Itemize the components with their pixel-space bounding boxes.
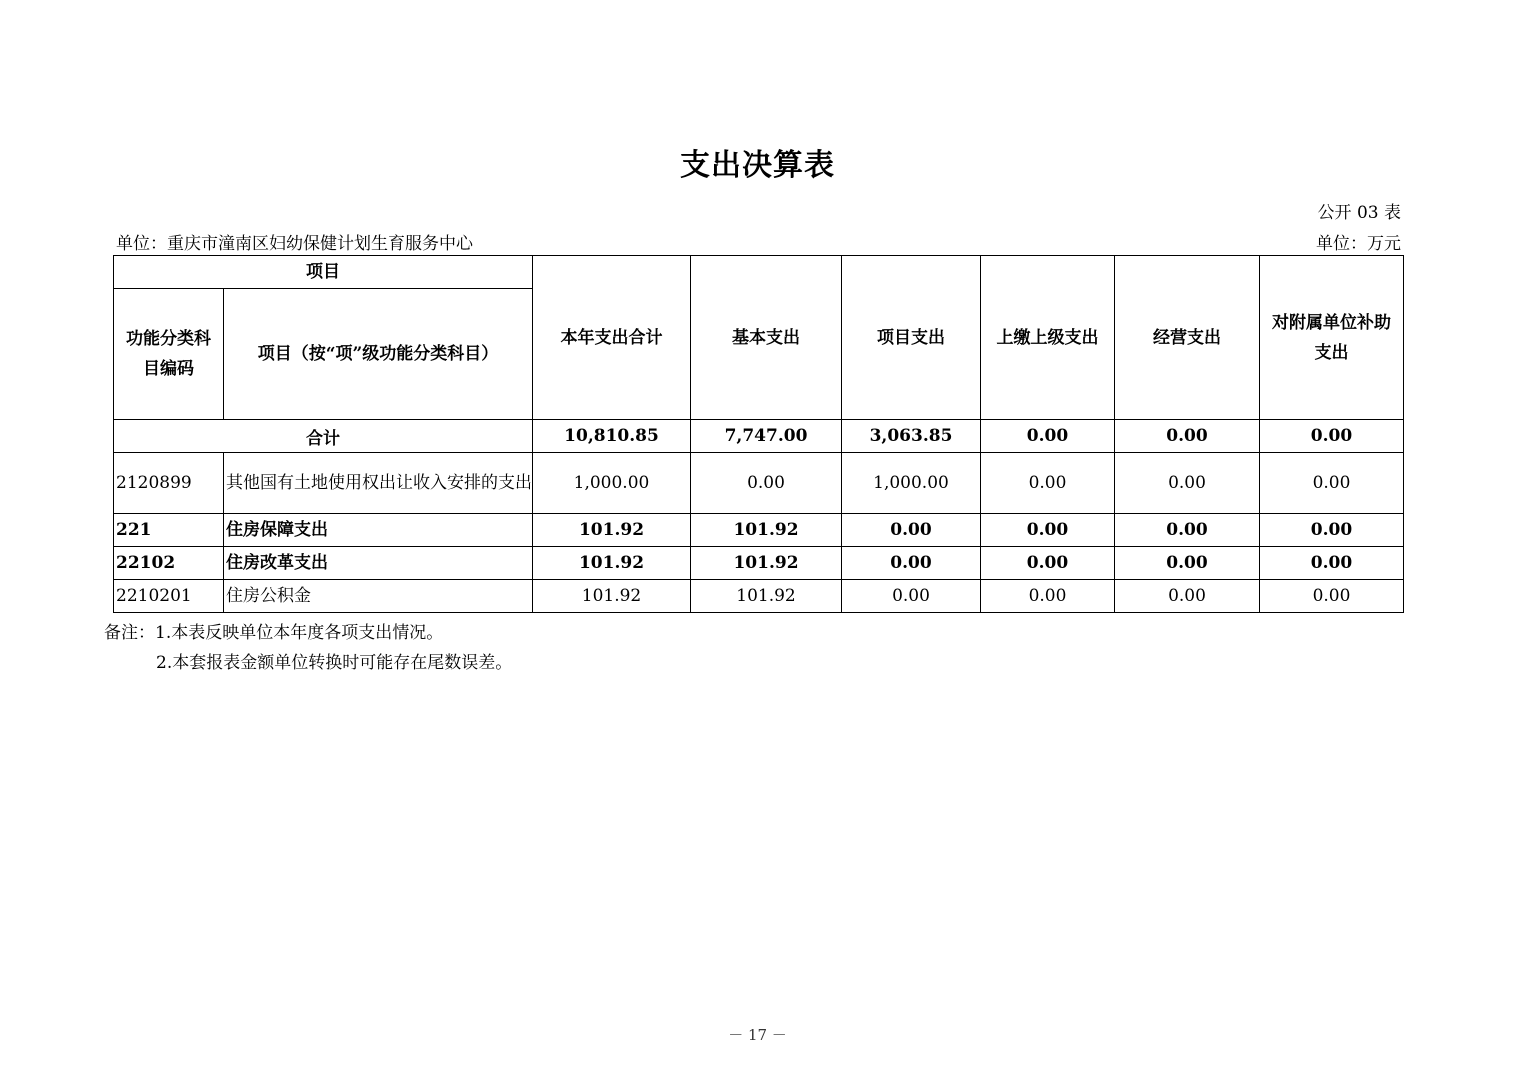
header-name: 项目（按“项”级功能分类科目）: [224, 289, 533, 420]
header-upper-payment: 上缴上级支出: [981, 256, 1115, 420]
table-row: [114, 514, 1404, 547]
row-business: 0.00: [1115, 547, 1260, 580]
row-business: 0.00: [1115, 453, 1260, 514]
row-project: 1,000.00: [842, 453, 981, 514]
page-number: － 17 －: [728, 1026, 787, 1044]
table-row: [114, 547, 1404, 580]
row-code: 22102: [114, 547, 224, 580]
expenditure-table: [113, 255, 1404, 613]
total-cell-project: 3,063.85: [842, 420, 981, 453]
row-basic: 101.92: [691, 580, 842, 613]
row-upper: 0.00: [981, 547, 1115, 580]
table-row: [114, 453, 1404, 514]
header-basic: 基本支出: [691, 256, 842, 420]
total-cell-upper: 0.00: [981, 420, 1115, 453]
row-name: 住房保障支出: [224, 514, 533, 547]
header-code: 功能分类科目编码: [114, 289, 224, 420]
header-subsidy: 对附属单位补助支出: [1260, 256, 1404, 420]
row-subsidy: 0.00: [1260, 580, 1404, 613]
header-project: 项目: [114, 256, 533, 289]
unit-organization: 单位：重庆市潼南区妇幼保健计划生育服务中心: [116, 234, 473, 254]
row-business: 0.00: [1115, 514, 1260, 547]
row-basic: 0.00: [691, 453, 842, 514]
row-subsidy: 0.00: [1260, 514, 1404, 547]
row-total: 1,000.00: [533, 453, 691, 514]
row-basic: 101.92: [691, 547, 842, 580]
total-cell-business: 0.00: [1115, 420, 1260, 453]
form-number: 公开 03 表: [1317, 203, 1401, 223]
row-code: 2210201: [114, 580, 224, 613]
total-cell-total: 10,810.85: [533, 420, 691, 453]
total-row: [114, 420, 1404, 453]
row-code: 221: [114, 514, 224, 547]
unit-currency: 单位：万元: [1316, 234, 1401, 254]
row-business: 0.00: [1115, 580, 1260, 613]
header-business: 经营支出: [1115, 256, 1260, 420]
note-line-2: 2.本套报表金额单位转换时可能存在尾数误差。: [156, 653, 513, 673]
row-upper: 0.00: [981, 514, 1115, 547]
table-row: [114, 580, 1404, 613]
row-project: 0.00: [842, 580, 981, 613]
row-subsidy: 0.00: [1260, 547, 1404, 580]
row-upper: 0.00: [981, 580, 1115, 613]
total-label: 合计: [114, 420, 533, 453]
row-project: 0.00: [842, 514, 981, 547]
header-project-expense: 项目支出: [842, 256, 981, 420]
row-total: 101.92: [533, 547, 691, 580]
row-name: 住房公积金: [224, 580, 533, 613]
total-cell-basic: 7,747.00: [691, 420, 842, 453]
row-name: 住房改革支出: [224, 547, 533, 580]
row-total: 101.92: [533, 514, 691, 547]
row-basic: 101.92: [691, 514, 842, 547]
row-upper: 0.00: [981, 453, 1115, 514]
page-title: 支出决算表: [680, 148, 835, 183]
row-code: 2120899: [114, 453, 224, 514]
total-cell-subsidy: 0.00: [1260, 420, 1404, 453]
row-project: 0.00: [842, 547, 981, 580]
row-total: 101.92: [533, 580, 691, 613]
header-total: 本年支出合计: [533, 256, 691, 420]
notes: [104, 618, 512, 678]
row-subsidy: 0.00: [1260, 453, 1404, 514]
note-line-1: 备注：1.本表反映单位本年度各项支出情况。: [104, 623, 444, 643]
row-name: 其他国有土地使用权出让收入安排的支出: [224, 453, 533, 514]
